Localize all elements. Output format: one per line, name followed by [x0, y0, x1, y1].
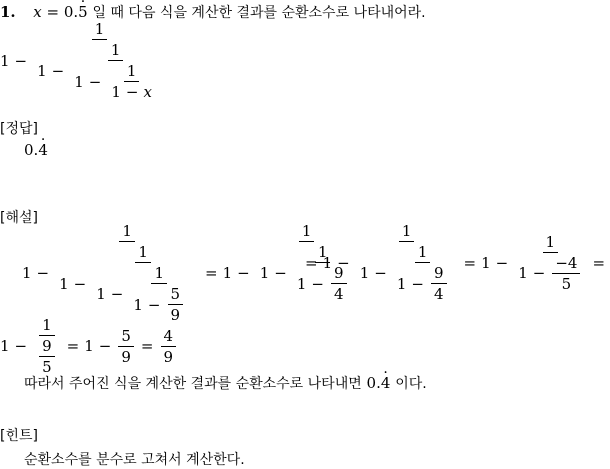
fraction: 1 1 − $\frac{9}{4}$: [394, 243, 452, 303]
conclusion-answer: 0.4 ·: [367, 374, 391, 392]
fraction: $\frac{4}{9}$: [161, 327, 177, 366]
problem-header: [0, 2, 426, 22]
problem-var: x: [33, 3, 42, 21]
problem-eq: =: [46, 3, 60, 21]
problem-value: 0.5 ·: [64, 3, 88, 21]
solution-expression-cont: = 1 − 1 1 − 1 1 − $\frac{9}{4}$ = 1 − 1 1 − $\frac{-4}{5}$ =: [305, 222, 606, 303]
fraction: 1 1 − x: [111, 62, 152, 101]
fraction: $\frac{1}{\frac{9}{5}}$: [34, 316, 60, 376]
fraction: 1 1 − 1 1 − 1 1 − x: [34, 20, 165, 101]
fraction: 1 1 − $\frac{-4}{5}$: [515, 233, 585, 293]
fraction: 1 1 − $\frac{9}{4}$: [294, 243, 352, 303]
fraction: 1 1 − 1 1 − $\frac{9}{4}$: [257, 222, 357, 303]
solution-expression-final: 1 − $\frac{1}{\frac{9}{5}}$ = 1 − $\frac{5}{9}$ = $\frac{4}{9}$: [0, 316, 178, 376]
answer-label: [정답]: [0, 121, 38, 137]
fraction: 1 1 − 1 1 − x: [71, 41, 160, 101]
problem-number: 1.: [0, 3, 16, 21]
problem-text: 일 때 다음 식을 계산한 결과를 순환소수로 나타내어라.: [92, 5, 426, 21]
solution-label: [해설]: [0, 210, 38, 226]
fraction: $\frac{5}{9}$: [168, 285, 184, 324]
solution-expression: 1 − 1 1 − 1 1 − 1 1 − $\frac{5}{9}$ = 1 − 1 1 − 1 1 − $\frac{9}{4}$: [22, 222, 359, 324]
fraction: 1 1 − 1 1 − $\frac{5}{9}$: [93, 243, 193, 324]
problem-expression: 1 − 1 1 − 1 1 − 1 1 − x: [0, 20, 167, 101]
hint-text: 순환소수를 분수로 고쳐서 계산한다.: [24, 452, 245, 468]
fraction: 1 1 − 1 1 − $\frac{9}{4}$: [357, 222, 457, 303]
fraction: $\frac{9}{5}$: [39, 337, 55, 376]
fraction: 1 1 − $\frac{5}{9}$: [130, 264, 188, 324]
fraction: $\frac{5}{9}$: [118, 327, 134, 366]
fraction: $\frac{9}{4}$: [331, 264, 347, 303]
fraction: $\frac{-4}{5}$: [552, 254, 580, 293]
solution-conclusion: 따라서 주어진 식을 계산한 결과를 순환소수로 나타내면 0.4 · 이다.: [24, 373, 427, 393]
fraction: 1 1 − 1 1 − 1 1 − $\frac{5}{9}$: [56, 222, 198, 324]
fraction: $\frac{9}{4}$: [431, 264, 447, 303]
answer-value: 0.4 ·: [24, 141, 48, 159]
hint-label: [힌트]: [0, 428, 38, 444]
